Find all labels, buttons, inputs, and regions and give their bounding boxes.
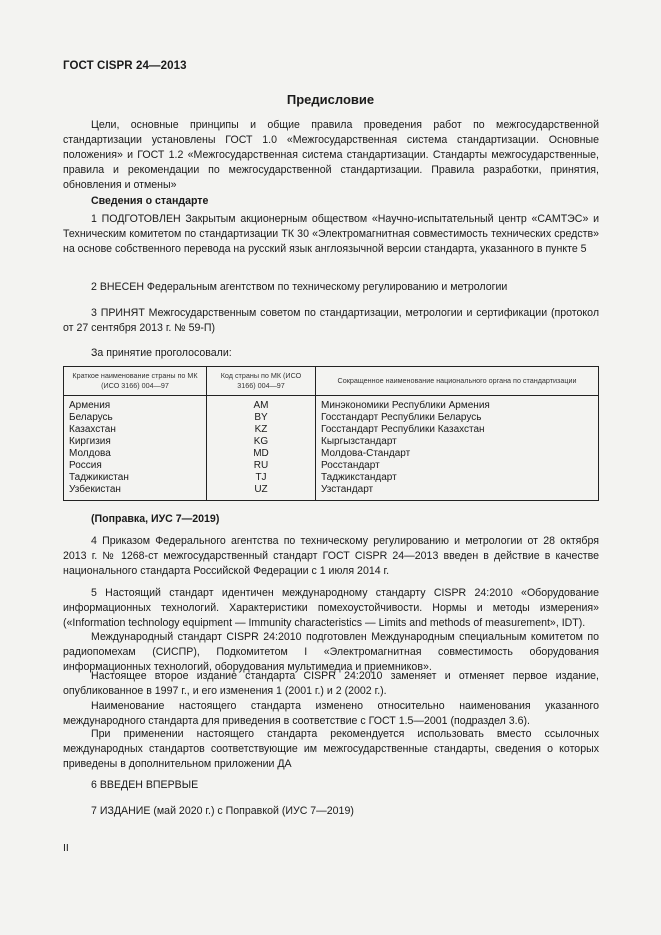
paragraph-5-application: При применении настоящего стандарта рекомендуется использовать вместо ссылочных международных стандартов соответствующие им межгосударственные стандарты, сведения о которых приведены в дополнительном приложении ДА <box>63 728 599 770</box>
country-cell: Киргизия <box>64 436 207 448</box>
code-cell: UZ <box>207 484 316 501</box>
table-header-row <box>64 367 599 396</box>
paragraph-3: 3 ПРИНЯТ Межгосударственным советом по стандартизации, метрологии и сертификации (протокол от 27 сентября 2013 г. № 59-П) <box>63 307 599 334</box>
intro-paragraph: Цели, основные принципы и общие правила проведения работ по межгосударственной стандартизации установлены ГОСТ 1.0 «Межгосударственная система стандартизации. Основные положения» и ГОСТ 1.2 «Межгосударственная система стандартизации. Стандарты межгосударственные, правила и рекомендации по межгосударственной стандартизации. Правила разработки, принятия, обновления и отмены» <box>63 119 599 191</box>
vote-intro: За принятие проголосовали: <box>91 347 232 359</box>
paragraph-5-international: Международный стандарт CISPR 24:2010 подготовлен Международным специальным комитетом по радиопомехам (СИСПР), Подкомитетом I «Электромагнитная совместимость оборудования информационных технологий, оборудования мультимедиа и приемников». <box>63 631 599 673</box>
table-row <box>64 460 599 472</box>
table-header-cell: Код страны по МК (ИСО 3166) 004—97 <box>207 367 316 396</box>
code-cell: BY <box>207 412 316 424</box>
country-cell: Армения <box>64 396 207 413</box>
table-row <box>64 436 599 448</box>
country-cell: Молдова <box>64 448 207 460</box>
country-cell: Казахстан <box>64 424 207 436</box>
paragraph-2: 2 ВНЕСЕН Федеральным агентством по техническому регулированию и метрологии <box>91 281 508 293</box>
code-cell: KG <box>207 436 316 448</box>
code-cell: AM <box>207 396 316 413</box>
paragraph-1: 1 ПОДГОТОВЛЕН Закрытым акционерным обществом «Научно-испытательный центр «САМТЭС» и Техническим комитетом по стандартизации ТК 30 «Электромагнитная совместимость технических средств» на основе собственного перевода на русский язык англоязычной версии стандарта, указанного в пункте 5 <box>63 213 599 255</box>
table-row <box>64 424 599 436</box>
code-cell: TJ <box>207 472 316 484</box>
body-cell: Госстандарт Республики Беларусь <box>316 412 599 424</box>
page-number: II <box>63 842 69 854</box>
amendment-note: (Поправка, ИУС 7—2019) <box>91 513 220 525</box>
table-header-cell: Сокращенное наименование национального органа по стандартизации <box>316 367 599 396</box>
body-cell: Госстандарт Республики Казахстан <box>316 424 599 436</box>
body-cell: Росстандарт <box>316 460 599 472</box>
table-row <box>64 396 599 413</box>
table-row <box>64 472 599 484</box>
paragraph-5-name: Наименование настоящего стандарта изменено относительно наименования указанного международного стандарта для приведения в соответствие с ГОСТ 1.5—2001 (подраздел 3.6). <box>63 700 599 727</box>
table-header-cell: Краткое наименование страны по МК (ИСО 3166) 004—97 <box>64 367 207 396</box>
paragraph-4: 4 Приказом Федерального агентства по техническому регулированию и метрологии от 28 октября 2013 г. № 1268-ст межгосударственный стандарт ГОСТ CISPR 24—2013 введен в действие в качестве национального стандарта Российской Федерации с 1 июля 2014 г. <box>63 535 599 577</box>
code-cell: KZ <box>207 424 316 436</box>
document-header: ГОСТ CISPR 24—2013 <box>63 60 187 72</box>
paragraph-5-edition: Настоящее второе издание стандарта CISPR 24:2010 заменяет и отменяет первое издание, опубликованное в 1997 г., и его изменения 1 (2001 г.) и 2 (2002 г.). <box>63 670 599 697</box>
section-title: Сведения о стандарте <box>91 195 209 207</box>
table-row <box>64 412 599 424</box>
voting-table <box>63 366 599 501</box>
country-cell: Беларусь <box>64 412 207 424</box>
country-cell: Таджикистан <box>64 472 207 484</box>
paragraph-7: 7 ИЗДАНИЕ (май 2020 г.) с Поправкой (ИУС 7—2019) <box>91 805 354 817</box>
table-row <box>64 448 599 460</box>
code-cell: MD <box>207 448 316 460</box>
page-title: Предисловие <box>286 92 375 107</box>
paragraph-5: 5 Настоящий стандарт идентичен международному стандарту CISPR 24:2010 «Оборудование информационных технологий. Характеристики помехоустойчивости. Нормы и методы измерения» («Information technology equipment — Immunity characteristics — Limits and methods of measurement», IDT). <box>63 587 599 629</box>
country-cell: Узбекистан <box>64 484 207 501</box>
body-cell: Таджикстандарт <box>316 472 599 484</box>
table-row <box>64 484 599 501</box>
body-cell: Кыргызстандарт <box>316 436 599 448</box>
country-cell: Россия <box>64 460 207 472</box>
code-cell: RU <box>207 460 316 472</box>
body-cell: Минэкономики Республики Армения <box>316 396 599 413</box>
body-cell: Молдова-Стандарт <box>316 448 599 460</box>
body-cell: Узстандарт <box>316 484 599 501</box>
paragraph-6: 6 ВВЕДЕН ВПЕРВЫЕ <box>91 779 199 791</box>
